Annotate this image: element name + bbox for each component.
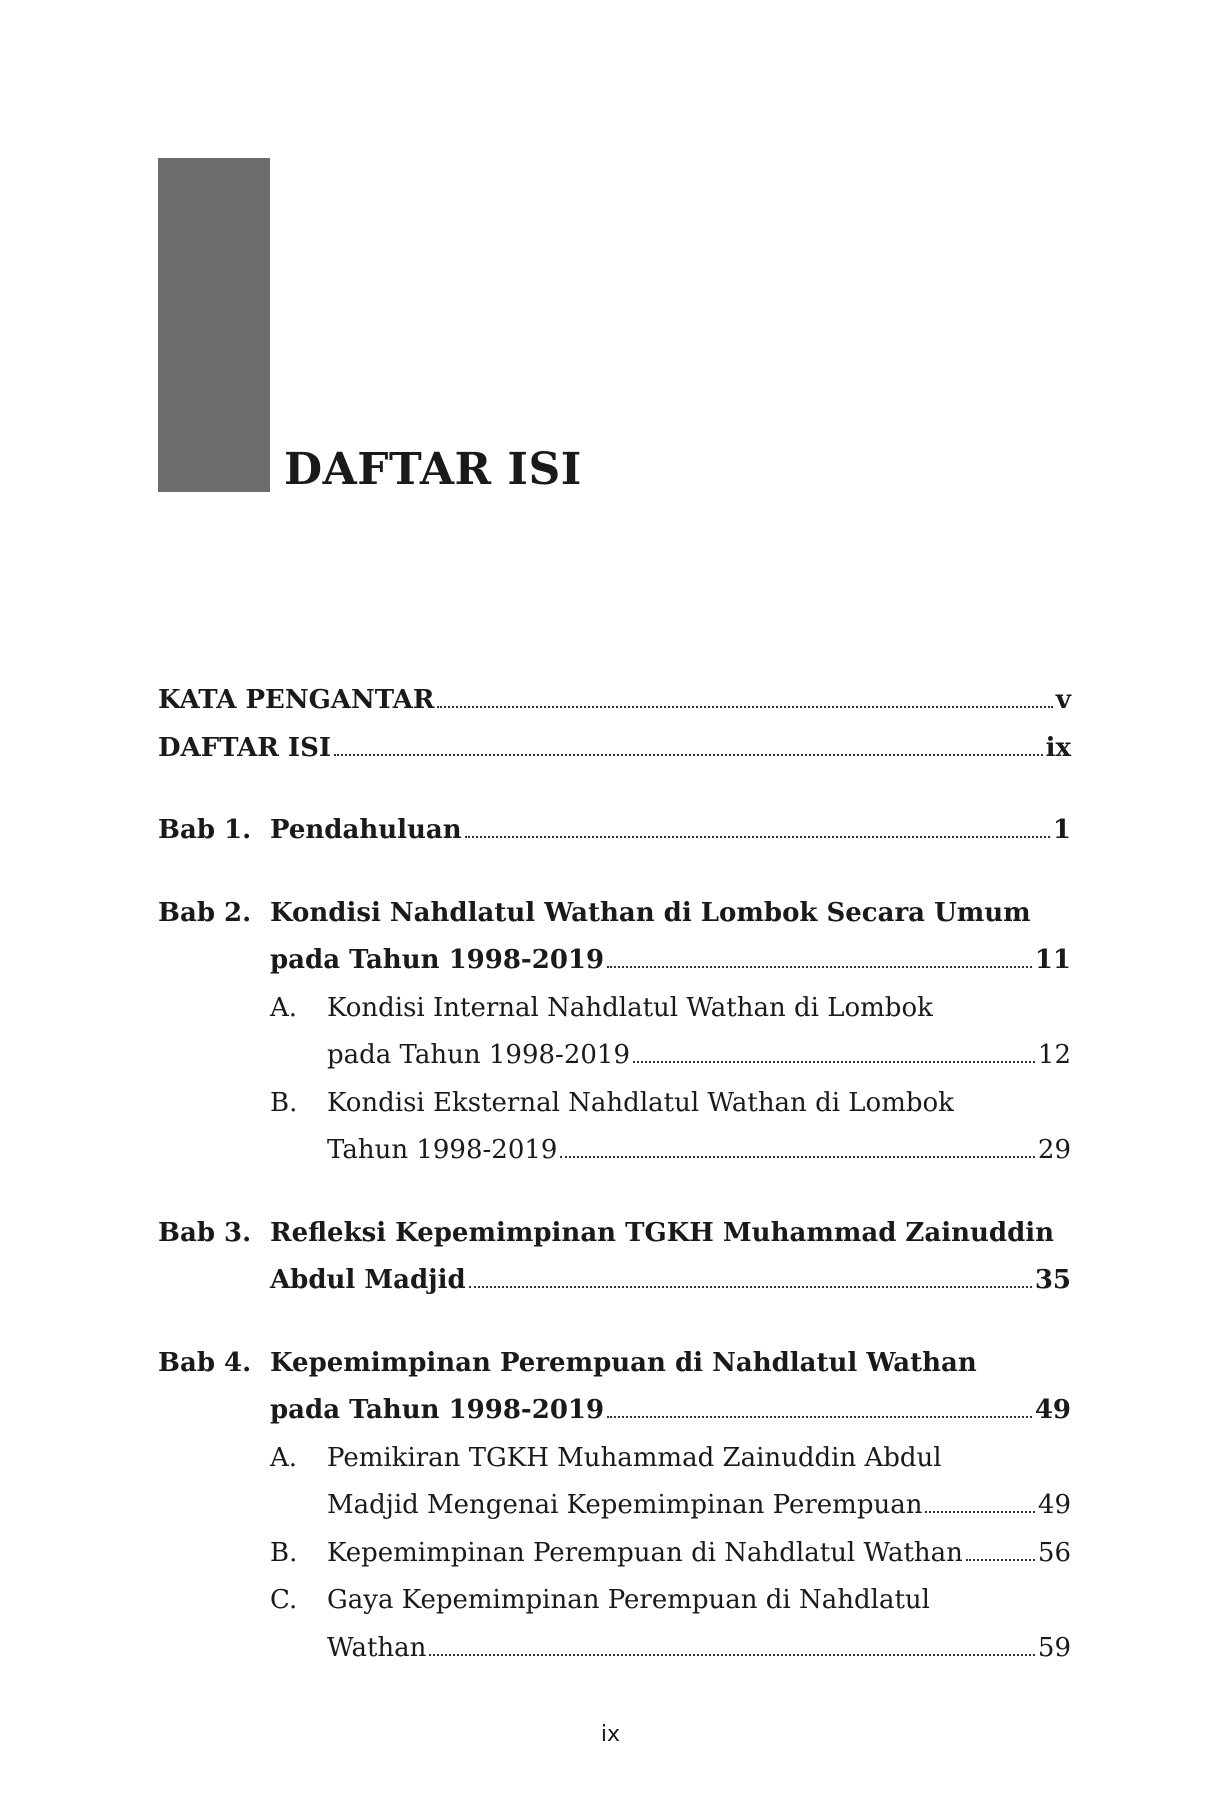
toc-subentry-4b[interactable] bbox=[270, 1530, 1071, 1578]
toc-entry-text: Tahun 1998-2019 bbox=[327, 1135, 558, 1165]
chapter-label: Bab 3. bbox=[158, 1217, 252, 1248]
toc-page-number: 59 bbox=[1037, 1632, 1071, 1663]
toc-page-number: v bbox=[1055, 685, 1071, 715]
toc-entry-daftar-isi[interactable] bbox=[158, 725, 1071, 773]
toc-entry-bab-3[interactable] bbox=[158, 1210, 1071, 1258]
toc-subentry-2b-cont[interactable] bbox=[327, 1127, 1071, 1175]
toc-entry-bab-2-cont[interactable] bbox=[270, 937, 1071, 985]
toc-entry-text: KATA PENGANTAR bbox=[158, 685, 435, 715]
toc-entry-bab-4[interactable] bbox=[158, 1340, 1071, 1388]
toc-entry-text: DAFTAR ISI bbox=[158, 732, 332, 763]
toc-subentry-2a[interactable] bbox=[270, 985, 1071, 1033]
section-letter: B. bbox=[270, 1087, 298, 1118]
dot-leader bbox=[966, 1549, 1035, 1561]
dot-leader bbox=[607, 1406, 1032, 1418]
dot-leader bbox=[429, 1644, 1035, 1656]
dot-leader bbox=[560, 1146, 1034, 1158]
toc-entry-text: Kepemimpinan Perempuan di Nahdlatul Wathan bbox=[327, 1537, 963, 1568]
toc-subentry-4a-cont[interactable] bbox=[327, 1482, 1071, 1530]
toc-subentry-4a[interactable] bbox=[270, 1435, 1071, 1483]
toc-subentry-4c-cont[interactable] bbox=[327, 1625, 1071, 1673]
dot-leader bbox=[465, 826, 1050, 838]
table-of-contents bbox=[158, 677, 1071, 1672]
dot-leader bbox=[607, 956, 1032, 968]
toc-entry-text: Kondisi Nahdlatul Wathan di Lombok Secara Umum bbox=[270, 897, 1031, 928]
chapter-label: Bab 2. bbox=[158, 897, 252, 928]
toc-page-number: 1 bbox=[1052, 815, 1071, 845]
section-letter: A. bbox=[270, 992, 298, 1023]
toc-page-number: 49 bbox=[1034, 1395, 1071, 1425]
toc-entry-text: Gaya Kepemimpinan Perempuan di Nahdlatul bbox=[327, 1585, 930, 1615]
toc-entry-text: pada Tahun 1998-2019 bbox=[327, 1040, 630, 1070]
toc-entry-text: Kondisi Internal Nahdlatul Wathan di Lombok bbox=[327, 992, 933, 1023]
page-title: DAFTAR ISI bbox=[284, 444, 582, 495]
toc-page-number: 56 bbox=[1037, 1537, 1071, 1568]
toc-entry-text: Pendahuluan bbox=[270, 815, 462, 845]
toc-page-number: 49 bbox=[1037, 1490, 1071, 1520]
toc-page-number: 12 bbox=[1037, 1040, 1071, 1070]
toc-entry-bab-4-cont[interactable] bbox=[270, 1387, 1071, 1435]
section-letter: C. bbox=[270, 1585, 298, 1615]
toc-page-number: ix bbox=[1045, 732, 1071, 763]
toc-entry-text: Pemikiran TGKH Muhammad Zainuddin Abdul bbox=[327, 1442, 942, 1473]
toc-entry-text: Kondisi Eksternal Nahdlatul Wathan di Lombok bbox=[327, 1087, 954, 1118]
toc-entry-text: Madjid Mengenai Kepemimpinan Perempuan bbox=[327, 1490, 923, 1520]
toc-page-number: 29 bbox=[1037, 1135, 1071, 1165]
toc-entry-text: Wathan bbox=[327, 1632, 427, 1663]
dot-leader bbox=[925, 1501, 1034, 1513]
chapter-label: Bab 4. bbox=[158, 1347, 252, 1378]
dot-leader bbox=[334, 744, 1043, 756]
toc-entry-text: pada Tahun 1998-2019 bbox=[270, 945, 605, 975]
dot-leader bbox=[633, 1051, 1035, 1063]
toc-entry-text: Refleksi Kepemimpinan TGKH Muhammad Zainuddin bbox=[270, 1217, 1055, 1248]
toc-page-number: 11 bbox=[1034, 945, 1071, 975]
toc-entry-bab-2[interactable] bbox=[158, 890, 1071, 938]
toc-entry-text: Kepemimpinan Perempuan di Nahdlatul Wathan bbox=[270, 1347, 977, 1378]
toc-subentry-4c[interactable] bbox=[270, 1577, 1071, 1625]
page-number-footer: ix bbox=[600, 1722, 621, 1747]
toc-entry-kata-pengantar[interactable] bbox=[158, 677, 1071, 725]
toc-entry-text: pada Tahun 1998-2019 bbox=[270, 1395, 605, 1425]
toc-subentry-2b[interactable] bbox=[270, 1080, 1071, 1128]
chapter-label: Bab 1. bbox=[158, 815, 252, 845]
chapter-title-block bbox=[158, 158, 270, 492]
dot-leader bbox=[437, 696, 1052, 708]
section-letter: A. bbox=[270, 1442, 298, 1473]
toc-subentry-2a-cont[interactable] bbox=[327, 1032, 1071, 1080]
section-letter: B. bbox=[270, 1537, 298, 1568]
toc-entry-text: Abdul Madjid bbox=[270, 1265, 466, 1295]
toc-entry-bab-1[interactable] bbox=[158, 807, 1071, 855]
toc-page-number: 35 bbox=[1034, 1265, 1071, 1295]
dot-leader bbox=[469, 1276, 1032, 1288]
toc-entry-bab-3-cont[interactable] bbox=[270, 1257, 1071, 1305]
